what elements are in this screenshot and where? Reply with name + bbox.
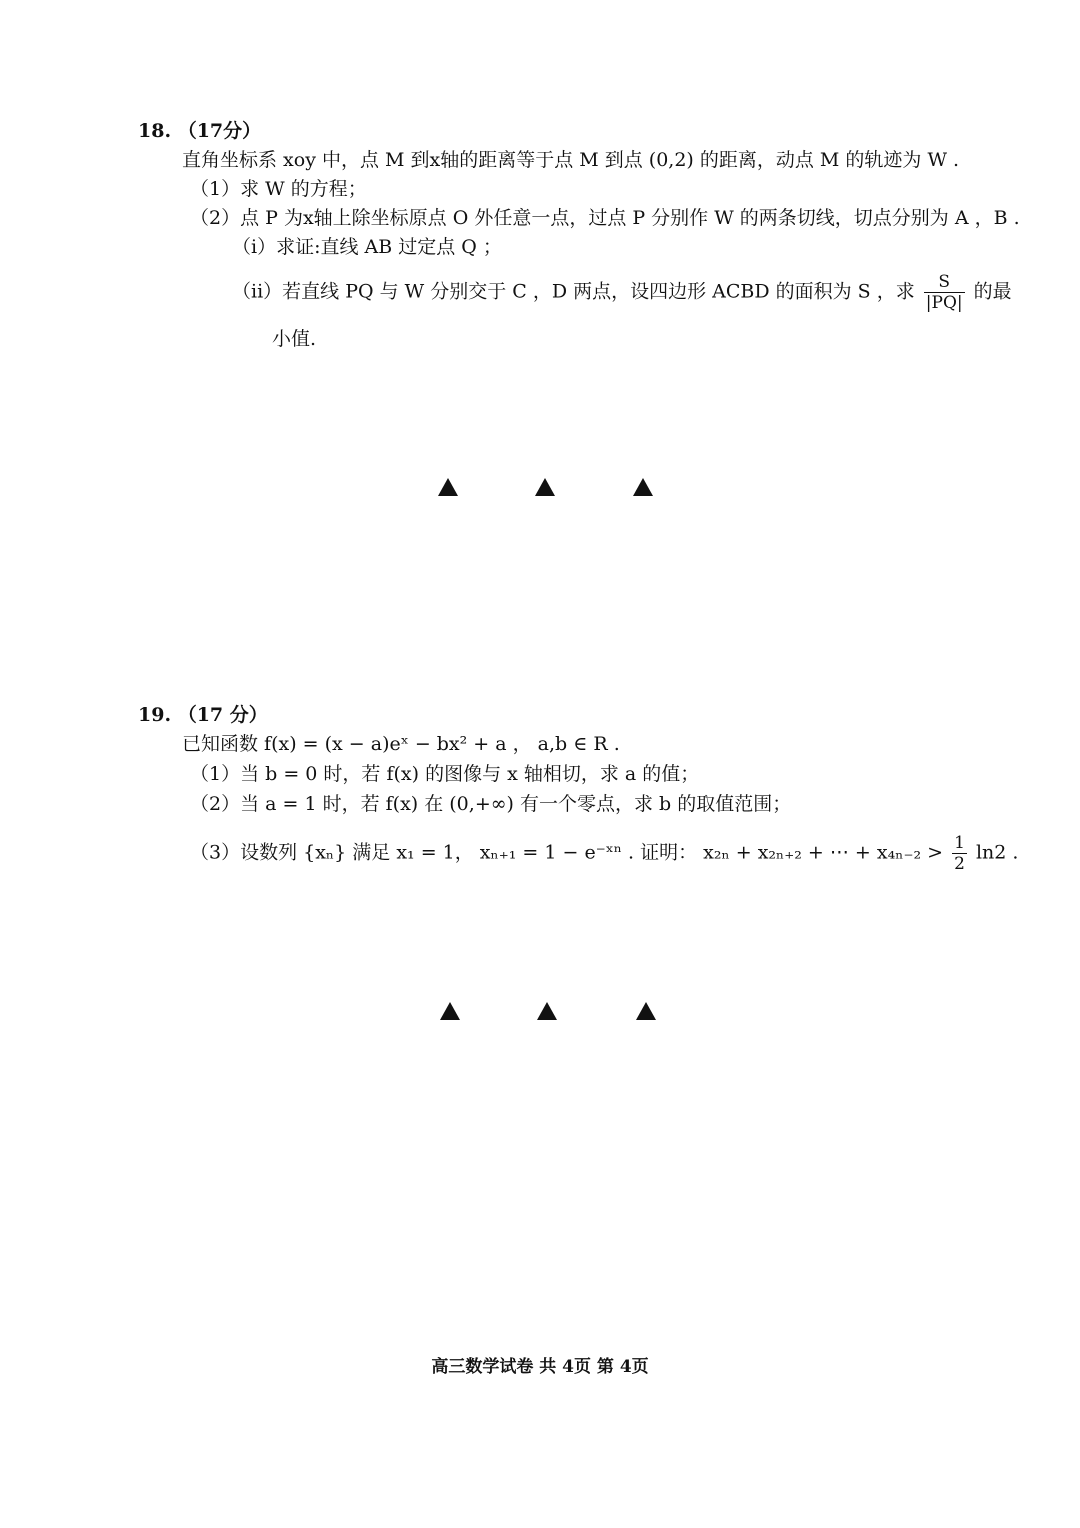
triangle-icon [535, 478, 555, 496]
q19-score: （17 分） [177, 704, 268, 726]
q19-stem: 已知函数 f(x) = (x − a)eˣ − bx² + a ， a,b ∈ R . [182, 733, 620, 755]
q19-part3-text: （3）设数列 {xₙ} 满足 x₁ = 1， xₙ₊₁ = 1 − e⁻ˣⁿ . 证明： x₂ₙ + x₂ₙ₊₂ + ⋯ + x₄ₙ₋₂ > [190, 841, 944, 864]
page-footer: 高三数学试卷 共 4页 第 4页 [431, 1357, 649, 1377]
separator-row-1 [0, 478, 1080, 500]
q18-part2-ii-tail: 的最 [973, 280, 1012, 303]
q19-fraction-denominator: 2 [954, 854, 965, 874]
separator-row-2 [0, 1002, 1080, 1024]
q18-part2-ii-text: （ii）若直线 PQ 与 W 分别交于 C ，D 两点，设四边形 ACBD 的面积为 S ，求 [232, 280, 915, 303]
triangle-icon [636, 1002, 656, 1020]
q19-fraction [952, 833, 967, 874]
q19-fraction-numerator: 1 [954, 833, 965, 853]
q19-number: 19. [138, 704, 172, 726]
q18-part2-i: （i）求证:直线 AB 过定点 Q ； [232, 236, 502, 258]
triangle-icon [440, 1002, 460, 1020]
q18-stem: 直角坐标系 xoy 中，点 M 到x轴的距离等于点 M 到点 (0,2) 的距离，动点 M 的轨迹为 W . [182, 149, 960, 171]
q18-part1: （1）求 W 的方程； [190, 178, 367, 200]
q18-score: （17分） [177, 120, 262, 142]
q18-number: 18. [138, 120, 172, 142]
q18-part2: （2）点 P 为x轴上除坐标原点 O 外任意一点，过点 P 分别作 W 的两条切线，切点分别为 A ，B . [190, 207, 1020, 229]
triangle-icon [438, 478, 458, 496]
q18-part2-ii [232, 272, 1012, 313]
q18-fraction-numerator: S [938, 272, 951, 292]
q19-part2: （2）当 a = 1 时，若 f(x) 在 (0,+∞) 有一个零点，求 b 的取值范围； [190, 793, 792, 815]
q19-part3-tail: ln2 . [975, 841, 1019, 864]
triangle-icon [537, 1002, 557, 1020]
q19-header [138, 702, 268, 728]
q18-header [138, 118, 261, 144]
q19-part3 [190, 833, 1018, 874]
q18-fraction-denominator: |PQ| [925, 293, 963, 313]
q19-part1: （1）当 b = 0 时，若 f(x) 的图像与 x 轴相切，求 a 的值； [190, 763, 700, 785]
triangle-icon [633, 478, 653, 496]
q18-fraction [924, 272, 965, 313]
q18-part2-ii-continuation: 小值. [272, 328, 317, 350]
